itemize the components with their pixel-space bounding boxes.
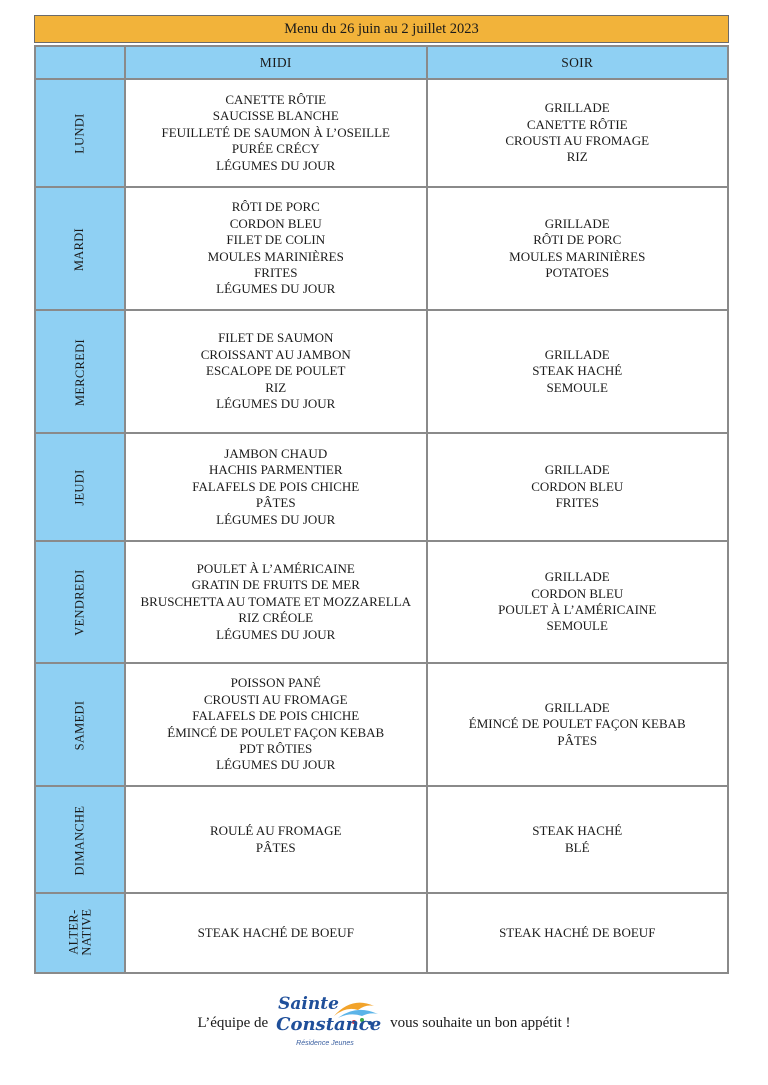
dish-item: CORDON BLEU bbox=[531, 585, 624, 601]
dish-item: CANETTE RÔTIE bbox=[225, 91, 327, 107]
day-label: JEUDI bbox=[72, 469, 87, 506]
menu-cell-midi bbox=[125, 663, 427, 786]
menu-row bbox=[35, 786, 728, 893]
menu-row bbox=[35, 541, 728, 663]
logo-line2: Constance bbox=[276, 1014, 382, 1035]
menu-cell-midi bbox=[125, 310, 427, 433]
dish-item: FILET DE SAUMON bbox=[218, 330, 334, 346]
footer-text-after: vous souhaite un bon appétit ! bbox=[390, 1014, 571, 1031]
dish-item: CANETTE RÔTIE bbox=[526, 116, 628, 132]
dish-item: POISSON PANÉ bbox=[230, 675, 321, 691]
day-cell bbox=[35, 187, 125, 310]
day-label: LUNDI bbox=[72, 113, 87, 154]
dish-item: PÂTES bbox=[557, 732, 598, 748]
menu-body bbox=[35, 79, 728, 973]
dish-item: MOULES MARINIÈRES bbox=[207, 248, 344, 264]
dish-item: SEMOULE bbox=[546, 618, 608, 634]
logo-line3: Résidence Jeunes bbox=[296, 1040, 354, 1047]
day-cell bbox=[35, 786, 125, 893]
sainte-constance-logo bbox=[274, 992, 384, 1054]
dish-item: MOULES MARINIÈRES bbox=[509, 248, 646, 264]
dish-item: HACHIS PARMENTIER bbox=[208, 462, 343, 478]
menu-row bbox=[35, 187, 728, 310]
dish-item: POULET À L’AMÉRICAINE bbox=[196, 560, 355, 576]
menu-sheet bbox=[34, 15, 729, 974]
dish-item: CORDON BLEU bbox=[531, 478, 624, 494]
menu-row bbox=[35, 310, 728, 433]
menu-cell-midi bbox=[125, 893, 427, 973]
dish-item: GRATIN DE FRUITS DE MER bbox=[191, 577, 360, 593]
dish-item: ÉMINCÉ DE POULET FAÇON KEBAB bbox=[167, 724, 385, 740]
dish-item: PÂTES bbox=[255, 495, 296, 511]
dish-item: FALAFELS DE POIS CHICHE bbox=[192, 478, 360, 494]
footer-text-before: L’équipe de bbox=[197, 1014, 269, 1031]
footer bbox=[0, 988, 768, 1058]
dish-item: FRITES bbox=[555, 495, 599, 511]
logo-line1: Sainte bbox=[278, 994, 339, 1014]
corner-cell bbox=[35, 46, 125, 79]
menu-table bbox=[34, 45, 729, 974]
menu-row bbox=[35, 79, 728, 187]
dish-item: STEAK HACHÉ DE BOEUF bbox=[499, 924, 656, 940]
menu-cell-soir bbox=[427, 786, 729, 893]
dish-item: LÉGUMES DU JOUR bbox=[216, 281, 336, 297]
dish-item: CROISSANT AU JAMBON bbox=[200, 346, 351, 362]
day-label: MARDI bbox=[72, 227, 87, 271]
dish-item: GRILLADE bbox=[544, 462, 610, 478]
dish-item: ÉMINCÉ DE POULET FAÇON KEBAB bbox=[468, 716, 686, 732]
dish-item: ROULÉ AU FROMAGE bbox=[210, 823, 342, 839]
dish-item: LÉGUMES DU JOUR bbox=[216, 757, 336, 773]
menu-title: Menu du 26 juin au 2 juillet 2023 bbox=[34, 15, 729, 43]
dish-item: GRILLADE bbox=[544, 569, 610, 585]
dish-item: GRILLADE bbox=[544, 699, 610, 715]
day-label: MERCREDI bbox=[72, 338, 87, 406]
dish-item: GRILLADE bbox=[544, 215, 610, 231]
menu-cell-midi bbox=[125, 433, 427, 541]
dish-item: FRITES bbox=[254, 264, 298, 280]
menu-cell-midi bbox=[125, 79, 427, 187]
day-cell bbox=[35, 310, 125, 433]
menu-row bbox=[35, 893, 728, 973]
dish-item: POULET À L’AMÉRICAINE bbox=[498, 602, 657, 617]
menu-cell-soir bbox=[427, 187, 729, 310]
day-cell bbox=[35, 893, 125, 973]
menu-cell-soir bbox=[427, 79, 729, 187]
column-header-soir: SOIR bbox=[427, 46, 729, 79]
dish-item: LÉGUMES DU JOUR bbox=[216, 511, 336, 527]
menu-cell-soir bbox=[427, 663, 729, 786]
day-label: SAMEDI bbox=[72, 700, 87, 750]
dish-item: LÉGUMES DU JOUR bbox=[216, 157, 336, 173]
dish-item: PDT RÔTIES bbox=[239, 740, 313, 756]
menu-cell-soir bbox=[427, 433, 729, 541]
dish-item: FALAFELS DE POIS CHICHE bbox=[192, 708, 360, 724]
dish-item: LÉGUMES DU JOUR bbox=[216, 396, 336, 412]
dish-item: RIZ bbox=[566, 149, 588, 165]
dish-item: POTATOES bbox=[545, 264, 610, 280]
dish-item: STEAK HACHÉ bbox=[532, 823, 623, 839]
dish-item: PÂTES bbox=[255, 839, 296, 855]
menu-cell-soir bbox=[427, 310, 729, 433]
dish-item: ESCALOPE DE POULET bbox=[206, 363, 346, 379]
dish-item: STEAK HACHÉ DE BOEUF bbox=[197, 924, 354, 940]
day-label: VENDREDI bbox=[72, 569, 87, 636]
dish-item: FILET DE COLIN bbox=[226, 232, 326, 248]
dish-item: PURÉE CRÉCY bbox=[231, 141, 320, 157]
menu-row bbox=[35, 433, 728, 541]
dish-item: BLÉ bbox=[564, 839, 590, 855]
dish-item: STEAK HACHÉ bbox=[532, 363, 623, 379]
dish-item: BRUSCHETTA AU TOMATE ET MOZZARELLA bbox=[140, 593, 412, 609]
dish-item: SEMOULE bbox=[546, 379, 608, 395]
dish-item: RIZ CRÉOLE bbox=[238, 610, 314, 626]
day-cell bbox=[35, 663, 125, 786]
day-cell bbox=[35, 433, 125, 541]
dish-item: GRILLADE bbox=[544, 346, 610, 362]
day-cell bbox=[35, 79, 125, 187]
day-label: DIMANCHE bbox=[72, 805, 87, 875]
menu-cell-midi bbox=[125, 187, 427, 310]
dish-item: LÉGUMES DU JOUR bbox=[216, 626, 336, 642]
dish-item: RIZ bbox=[265, 379, 287, 395]
dish-item: CORDON BLEU bbox=[229, 215, 322, 231]
dish-item: RÔTI DE PORC bbox=[533, 232, 622, 248]
dish-item: JAMBON CHAUD bbox=[224, 445, 328, 461]
menu-row bbox=[35, 663, 728, 786]
dish-item: CROUSTI AU FROMAGE bbox=[505, 133, 650, 148]
dish-item: FEUILLETÉ DE SAUMON À L’OSEILLE bbox=[161, 124, 390, 140]
menu-cell-soir bbox=[427, 893, 729, 973]
menu-cell-soir bbox=[427, 541, 729, 663]
dish-item: GRILLADE bbox=[544, 100, 610, 116]
menu-cell-midi bbox=[125, 786, 427, 893]
column-header-midi: MIDI bbox=[125, 46, 427, 79]
dish-item: SAUCISSE BLANCHE bbox=[212, 108, 339, 124]
dish-item: RÔTI DE PORC bbox=[231, 199, 320, 215]
day-cell bbox=[35, 541, 125, 663]
day-label: ALTER- NATIVE bbox=[65, 908, 93, 956]
menu-cell-midi bbox=[125, 541, 427, 663]
dish-item: CROUSTI AU FROMAGE bbox=[203, 691, 348, 707]
